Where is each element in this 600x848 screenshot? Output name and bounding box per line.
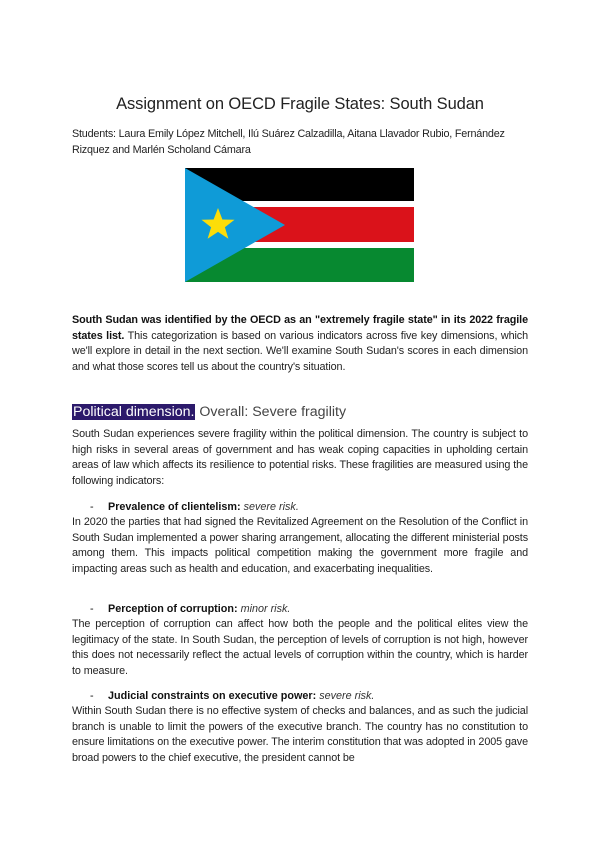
indicator-risk: minor risk. bbox=[240, 603, 291, 615]
indicator-name: Perception of corruption: bbox=[108, 603, 238, 615]
bullet-dash: - bbox=[90, 690, 94, 702]
indicator-paragraph: The perception of corruption can affect how both the people and the political elites view the legitimacy of the state. In South Sudan, the perception of levels of corruption is not high, however this does not necessarily reflect the actual levels of corruption within the country, which is harder to measure. bbox=[72, 618, 528, 677]
section-heading bbox=[72, 404, 346, 420]
indicator-bullet bbox=[90, 690, 374, 702]
indicator-paragraph: In 2020 the parties that had signed the Revitalized Agreement on the Resolution of the Conflict in South Sudan implemented a power sharing arrangement, allocating the different ministerial posts among them. This impacts political competition making the government more fragile and impacting areas such as health and education, and exacerbating inequalities. bbox=[72, 516, 528, 575]
indicator-bullet bbox=[90, 501, 299, 513]
section-paragraph: South Sudan experiences severe fragility within the political dimension. The country is subject to high risks in several areas of government and has weak coping capacities in upholding certain areas of law which affects its resilience to potential risks. These fragilities are measured using the following indicators: bbox=[72, 428, 528, 487]
section-heading-highlight: Political dimension. bbox=[73, 404, 195, 420]
bullet-dash: - bbox=[90, 603, 94, 615]
indicator-name: Prevalence of clientelism: bbox=[108, 501, 241, 513]
indicator-name: Judicial constraints on executive power: bbox=[108, 690, 317, 702]
authors-line: Students: Laura Emily López Mitchell, Ilú Suárez Calzadilla, Aitana Llavador Rubio, Fernández Rizquez and Marlén Scholand Cámara bbox=[72, 128, 505, 156]
indicator-paragraph: Within South Sudan there is no effective system of checks and balances, and as such the judicial branch is unable to limit the powers of the executive branch. The country has no constitution to ensure limitations on the executive power. The interim constitution that was adopted in 2005 gave broad powers to the chief executive, the president cannot be bbox=[72, 705, 528, 764]
document-title: Assignment on OECD Fragile States: South Sudan bbox=[116, 95, 484, 113]
intro-text: This categorization is based on various indicators across five key dimensions, which we'll explore in detail in the next section. We'll examine South Sudan's scores in each dimension and what those scores tell us about the country's situation. bbox=[72, 329, 529, 373]
intro-paragraph bbox=[72, 313, 528, 375]
intro-bold: South Sudan was identified by the OECD as an "extremely fragile state" in its 2022 fragile states list. bbox=[72, 314, 528, 342]
indicator-bullet bbox=[90, 603, 290, 615]
indicator-risk: severe risk. bbox=[319, 690, 375, 702]
section-heading-rest: Overall: Severe fragility bbox=[195, 404, 347, 420]
indicator-risk: severe risk. bbox=[243, 501, 299, 513]
south-sudan-flag-icon bbox=[185, 168, 414, 282]
bullet-dash: - bbox=[90, 501, 94, 513]
